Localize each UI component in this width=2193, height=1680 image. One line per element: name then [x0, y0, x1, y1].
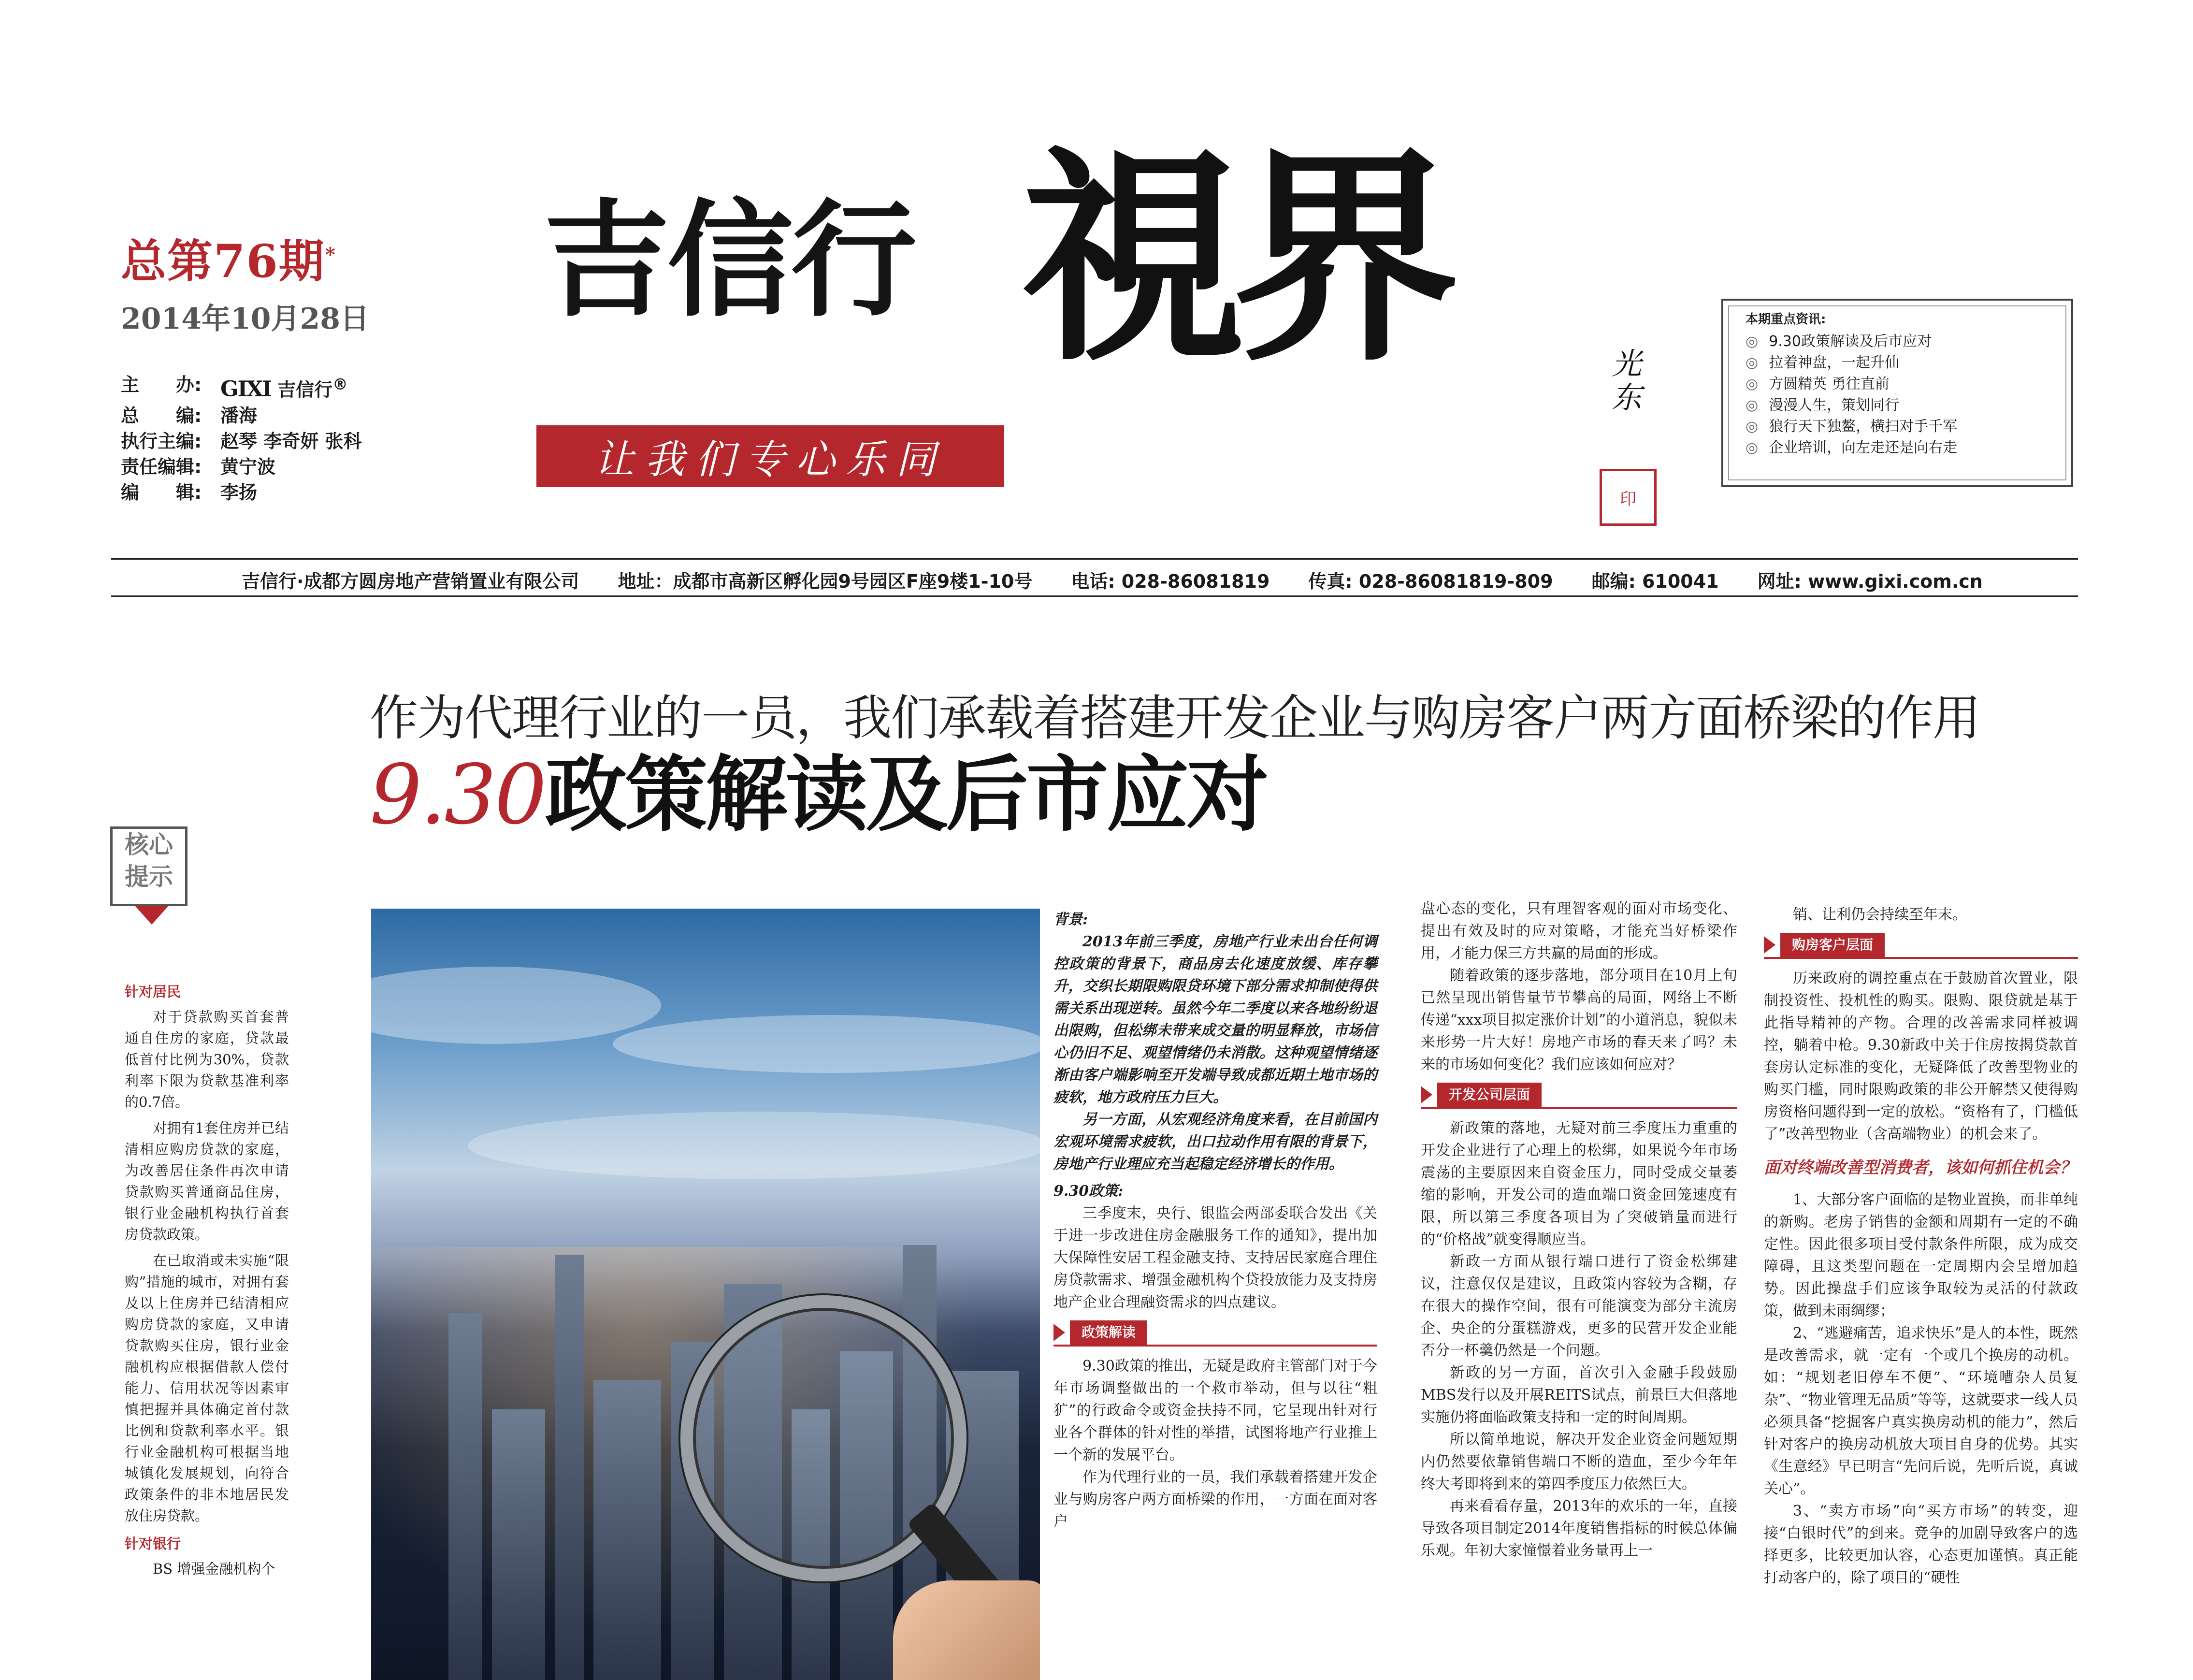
core-tips-label: 核心 提示 [110, 826, 188, 906]
bullet-icon: ◎ [1746, 333, 1759, 350]
highlight-item[interactable]: ◎ 拉着神盘，一起升仙 [1746, 354, 1900, 371]
seal-stamp: 印 [1600, 469, 1657, 526]
article-column-1: 背景: 2013年前三季度，房地产行业未出台任何调控政策的背景下，商品房去化速度放缓、库存攀升，交织长期限购限贷环境下部分需求抑制使得供需关系出现逆转。虽然今年二季度以来各地纷纷退出限购，但松绑未带来成交量的明显释放，市场信心仍旧不足、观望情绪仍未消散。这种观望情绪逐渐由客户端影响至开发端导致成都近期土地市场的疲软，地方政府压力巨大。 另一方面，从宏观经济角度来看，在目前国内宏观环境需求疲软，出口拉动作用有限的背景下，房地产行业理应充当起稳定经济增长的作用。 9.30政策: 三季度末，央行、银监会两部委联合发出《关于进一步改进住房金融服务工作的通知》，提出加大保障性安居工程金融支持、支持居民家庭合理住房贷款需求、增强金融机构个贷投放能力及支持房地产企业合理融资需求的四点建议。 政策解读 9.30政策的推出，无疑是政府主管部门对于今年市场调整做出的一个救市举动，但与以往“粗犷”的行政命令或资金扶持不同，它呈现出针对行业各个群体的针对性的举措，试图将地产行业推上一个新的发展平台。 作为代理行业的一员，我们承载着搭建开发企业与购房客户两方面桥梁的作用，一方面在面对客户 [1053, 911, 1377, 1530]
section-label: 针对银行 [125, 1535, 181, 1552]
top-rule [111, 558, 2078, 560]
article-column-2: 盘心态的变化，只有理智客观的面对市场变化、提出有效及时的应对策略，才能充当好桥梁作用，才能力保三方共赢的局面的形成。 随着政策的逐步落地，部分项目在10月上旬已然呈现出销售量节节攀高的局面，网络上不断传递“xxx项目拟定涨价计划”的小道消息，貌似未来形势一片大好！房地产市场的春天来了吗？未来的市场如何变化？我们应该如何应对？ 开发公司层面 新政策的落地，无疑对前三季度压力重重的开发企业进行了心理上的松绑，如果说今年市场震荡的主要原因来自资金压力，同时受成交量萎缩的影响，开发公司的造血端口资金回笼速度有限，所以第三季度各项目为了突破销量而进行的“价格战”就变得顺应当。 新政一方面从银行端口进行了资金松绑建议，注意仅仅是建议，且政策内容较为含糊，存在很大的操作空间，很有可能演变为部分主流房企、央企的分蛋糕游戏，更多的民营开发企业能否分一杯羹仍然是一个问题。 新政的另一方面，首次引入金融手段鼓励MBS发行以及开展REITS试点，前景巨大但落地实施仍将面临政策支持和一定的时间周期。 所以简单地说，解决开发企业资金问题短期内仍然要依靠销售端口不断的造血，至少今年年终大考即将到来的第四季度压力依然巨大。 再来看看存量，2013年的欢乐的一年，直接导致各项目制定2014年度销售指标的时候总体偏乐观。年初大家憧憬着业务量再上一 [1421, 900, 1737, 1559]
phone: 电话: 028-86081819 [1071, 571, 1270, 592]
triangle-icon [1764, 936, 1775, 954]
section-header-buyer: 购房客户层面 [1764, 933, 2078, 959]
highlight-item[interactable]: ◎ 9.30政策解读及后市应对 [1746, 333, 1932, 350]
postcode: 邮编: 610041 [1591, 571, 1719, 592]
calligraphy-signature: 光东 [1612, 346, 1642, 415]
issue-number: 总第76期* [121, 235, 336, 288]
staff-list [121, 372, 361, 506]
triangle-icon [1421, 1086, 1432, 1103]
website[interactable]: 网址: www.gixi.com.cn [1757, 571, 1983, 592]
highlight-item[interactable]: ◎ 狼行天下独鳌，横扫对手千军 [1746, 418, 1958, 435]
bullet-icon: ◎ [1746, 354, 1759, 371]
issue-date: 2014年10月28日 [121, 302, 369, 336]
bullet-icon: ◎ [1746, 418, 1759, 435]
staff-row: 编 辑: 李扬 [121, 481, 258, 503]
section-header-policy: 政策解读 [1053, 1320, 1377, 1347]
sponsor-logo: GIXI 吉信行® [220, 376, 348, 402]
staff-row: 总 编: 潘海 [121, 405, 258, 426]
fax: 传真: 028-86081819-809 [1308, 571, 1553, 592]
masthead-title: 吉信行 [544, 188, 915, 334]
highlights-title: 本期重点资讯: [1746, 312, 1826, 327]
staff-row: 执行主编: 赵琴 李奇妍 张科 [121, 430, 362, 452]
contact-info-bar [242, 566, 2021, 593]
slogan-banner: 让我们专心乐同 [536, 425, 1004, 487]
company-name: 吉信行·成都方圆房地产营销置业有限公司 [242, 571, 579, 592]
section-header-developer: 开发公司层面 [1421, 1083, 1737, 1109]
headline-kicker: 作为代理行业的一员，我们承载着搭建开发企业与购房客户两方面桥梁的作用 [370, 690, 1980, 746]
highlight-item[interactable]: ◎ 企业培训，向左走还是向右走 [1746, 439, 1958, 456]
highlights-box [1721, 299, 2073, 487]
headline-title: 9.30政策解读及后市应对 [370, 747, 1267, 843]
section-label: 针对居民 [125, 984, 181, 1000]
subheading-question: 面对终端改善型消费者，该如何抓住机会？ [1764, 1158, 2076, 1177]
bullet-icon: ◎ [1746, 376, 1759, 392]
highlight-item[interactable]: ◎ 漫漫人生，策划同行 [1746, 397, 1900, 414]
highlight-item[interactable]: ◎ 方圆精英 勇往直前 [1746, 376, 1890, 392]
city-magnifier-photo [371, 909, 1040, 1680]
address: 地址：成都市高新区孵化园9号园区F座9楼1-10号 [618, 571, 1033, 592]
bullet-icon: ◎ [1746, 439, 1759, 456]
staff-row: 主 办: GIXI 吉信行® [121, 372, 361, 403]
staff-row: 责任编辑: 黄宁波 [121, 456, 276, 478]
left-column: 针对居民 对于贷款购买首套普通自住房的家庭，贷款最低首付比例为30%，贷款利率下限为贷款基准利率的0.7倍。 对拥有1套住房并已结清相应购房贷款的家庭，为改善居住条件再次申请贷款购买普通商品住房，银行业金融机构执行首套房贷款政策。 在已取消或未实施“限购”措施的城市，对拥有套及以上住房并已结清相应购房贷款的家庭，又申请贷款购买住房，银行业金融机构应根据借款人偿付能力、信用状况等因素审慎把握并具体确定首付款比例和贷款利率水平。银行业金融机构可根据当地城镇化发展规划，向符合政策条件的非本地居民发放住房贷款。 针对银行 BS 增强金融机构个 [125, 974, 289, 1584]
triangle-icon [1053, 1324, 1065, 1341]
chevron-down-icon [135, 906, 168, 925]
bottom-rule [111, 595, 2078, 597]
masthead-brush-title: 視界 [1020, 125, 1445, 392]
article-column-3: 销、让利仍会持续至年末。 购房客户层面 历来政府的调控重点在于鼓励首次置业，限制投资性、投机性的购买。限购、限贷就是基于此指导精神的产物。合理的改善需求同样被调控，躺着中枪。9.30新政中关于住房按揭贷款首套房认定标准的变化，无疑降低了改善型物业的购买门槛，同时限购政策的非公开解禁又使得购房资格问题得到一定的放松。“资格有了，门槛低了”改善型物业（含高端物业）的机会来了。 面对终端改善型消费者，该如何抓住机会？ 1、大部分客户面临的是物业置换，而非单纯的新购。老房子销售的金额和周期有一定的不确定性。因此很多项目受付款条件所限，成为成交障碍，且这类型问题在一定周期内会呈增加趋势。因此操盘手们应该争取较为灵活的付款政策，做到未雨绸缪； 2、“逃避痛苦，追求快乐”是人的本性，既然是改善需求，就一定有一个或几个换房的动机。如：“规划老旧停车不便”、“环境嘈杂人员复杂”、“物业管理无品质”等等，这就要求一线人员必须具备“挖掘客户真实换房动机的能力”，然后针对客户的换房动机放大项目自身的优势。其实《生意经》早已明言“先问后说，先听后说，真诚关心”。 3、“卖方市场”向“买方市场”的转变，迎接“白银时代”的到来。竞争的加剧导致客户的选择更多，比较更加认容，心态更加谨慎。真正能打动客户的，除了项目的“硬性 [1764, 906, 2078, 1586]
bullet-icon: ◎ [1746, 397, 1759, 414]
